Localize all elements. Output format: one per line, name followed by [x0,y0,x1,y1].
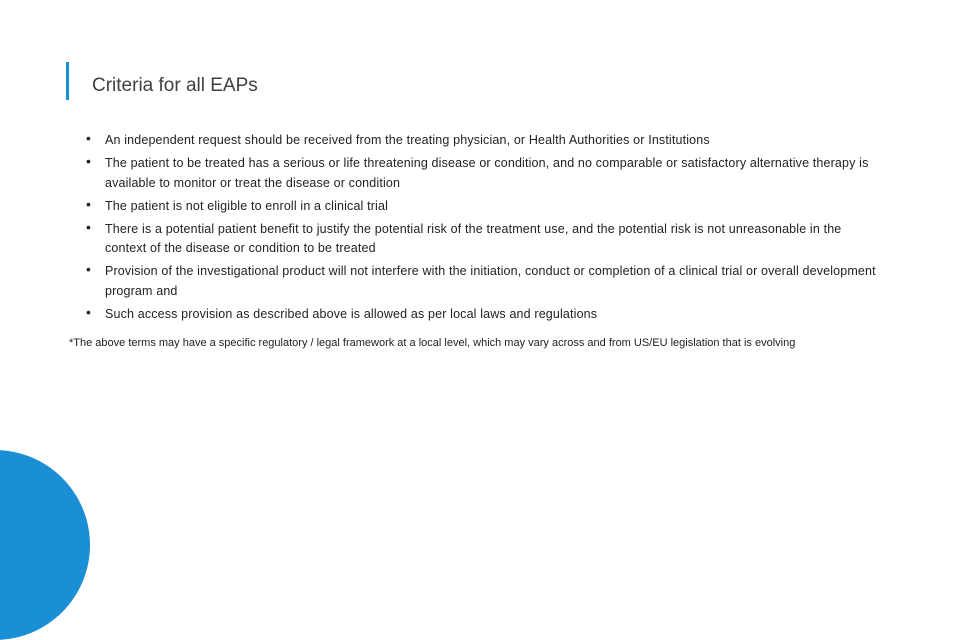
bullet-icon: • [86,153,92,169]
bullet-icon: • [86,218,92,235]
bullet-icon: • [86,130,92,146]
list-item-text: There is a potential patient benefit to justify the potential risk of the treatment use, and the potential risk is not unreasonable in the context of the disease or condition to be treated [105,221,842,255]
list-item-text: The patient to be treated has a serious or life threatening disease or condition, and no comparable or satisfactory alternative therapy is available to monitor or treat the disease or condition [105,156,869,190]
bullet-icon: • [86,303,92,320]
title-accent-bar [66,62,69,100]
list-item-text: Provision of the investigational product will not interfere with the initiation, conduct or completion of a clinical trial or overall development program and [105,264,876,298]
list-item-text: The patient is not eligible to enroll in a clinical trial [105,198,389,213]
list-item [86,197,886,217]
list-item [86,154,886,193]
list-item-text: An independent request should be received from the treating physician, or Health Authorities or Institutions [105,133,710,147]
list-item-text: Such access provision as described above is allowed as per local laws and regulations [105,306,598,321]
list-item [86,305,886,325]
list-item [86,220,886,259]
footnote: *The above terms may have a specific regulatory / legal framework at a local level, which may vary across and from US/EU legislation that is evolving [69,337,796,349]
criteria-list [86,131,886,328]
bullet-icon: • [86,261,92,277]
slide-title: Criteria for all EAPs [92,75,258,96]
list-item [86,262,886,301]
bullet-icon: • [86,195,92,212]
list-item [86,131,886,151]
decorative-corner-shape [0,450,90,640]
